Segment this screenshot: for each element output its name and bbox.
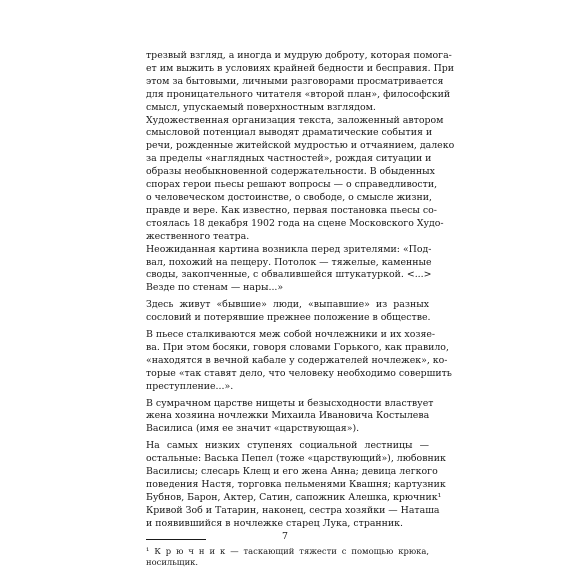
paragraph xyxy=(146,243,432,296)
text-line: Неожиданная картина возникла перед зрителями: «Под- xyxy=(146,243,432,255)
footnote-line: носильщик. xyxy=(146,557,199,568)
text-line: преступление...». xyxy=(146,380,234,392)
text-line: поведения Настя, торговка пельменями Квашня; картузник xyxy=(146,479,446,490)
text-line: Здесь живут «бывшие» люди, «выпавшие» из разных xyxy=(146,299,429,311)
text-line: правде и вере. Как известно, первая постановка пьесы со- xyxy=(146,204,437,216)
paragraph xyxy=(146,299,429,325)
text-line: сословий и потерявшие прежнее положение в обществе. xyxy=(146,312,431,324)
text-line: Василиса (имя ее значит «царствующая»). xyxy=(146,423,360,435)
book-page xyxy=(146,50,455,569)
text-line: о человеческом достоинстве, о свободе, о смысле жизни, xyxy=(146,191,432,203)
text-line: вал, похожий на пещеру. Потолок — тяжелые, каменные xyxy=(146,256,432,268)
text-line: для проницательного читателя «второй план», философский xyxy=(146,88,451,100)
text-line: трезвый взгляд, а иногда и мудрую доброту, которая помога- xyxy=(146,50,452,61)
footnote xyxy=(146,546,429,569)
text-line: смысловой потенциал выводят драматические события и xyxy=(146,127,433,139)
footnote-line: ¹ К р ю ч н и к — таскающий тяжести с помощью крюка, xyxy=(146,545,429,556)
text-line: торые «так ставят дело, что человеку необходимо совершить xyxy=(146,367,452,379)
text-line: и появившийся в ночлежке старец Лука, странник. xyxy=(146,517,404,529)
text-line: ет им выжить в условиях крайней бедности и бесправия. При xyxy=(146,62,455,74)
text-line: смысл, упускаемый поверхностным взглядом. xyxy=(146,101,376,113)
text-line: Везде по стенам — нары...» xyxy=(146,282,284,294)
text-line: спорах герои пьесы решают вопросы — о справедливости, xyxy=(146,179,438,191)
text-line: Художественная организация текста, заложенный автором xyxy=(146,114,444,126)
paragraph xyxy=(146,50,455,115)
text-line: жественного театра. xyxy=(146,230,250,242)
text-line: образы необыкновенной содержательности. В обыденных xyxy=(146,166,435,178)
body-text xyxy=(146,50,455,531)
paragraph xyxy=(146,440,446,530)
text-line: остальные: Васька Пепел (тоже «царствующий»), любовник xyxy=(146,453,446,465)
text-line: речи, рожденные житейской мудростью и отчаянием, далеко xyxy=(146,140,455,152)
text-line: своды, закопченные, с обвалившейся штукатуркой. <...> xyxy=(146,269,432,281)
text-line: стоялась 18 декабря 1902 года на сцене Московского Худо- xyxy=(146,217,444,229)
text-line: Василисы; слесарь Клещ и его жена Анна; девица легкого xyxy=(146,466,438,478)
text-line: за пределы «наглядных частностей», рождая ситуации и xyxy=(146,153,432,165)
paragraph xyxy=(146,329,452,394)
text-line: В сумрачном царстве нищеты и безысходности властвует xyxy=(146,397,434,409)
text-line: ва. При этом босяки, говоря словами Горького, как правило, xyxy=(146,341,449,353)
text-line: жена хозяина ночлежки Михаила Ивановича Костылева xyxy=(146,410,430,422)
text-line: этом за бытовыми, личными разговорами просматривается xyxy=(146,75,444,87)
text-line: В пьесе сталкиваются меж собой ночлежники и их хозяе- xyxy=(146,329,436,341)
text-line: На самых низких ступенях социальной лестницы — xyxy=(146,440,429,452)
paragraph xyxy=(146,114,455,244)
text-line: «находятся в вечной кабале у содержателей ночлежек», ко- xyxy=(146,354,448,366)
text-line: Бубнов, Барон, Актер, Сатин, сапожник Алешка, крючник¹ xyxy=(146,491,442,503)
page-number: 7 xyxy=(282,531,288,542)
paragraph xyxy=(146,397,434,437)
text-line: Кривой Зоб и Татарин, наконец, сестра хозяйки — Наташа xyxy=(146,504,440,516)
